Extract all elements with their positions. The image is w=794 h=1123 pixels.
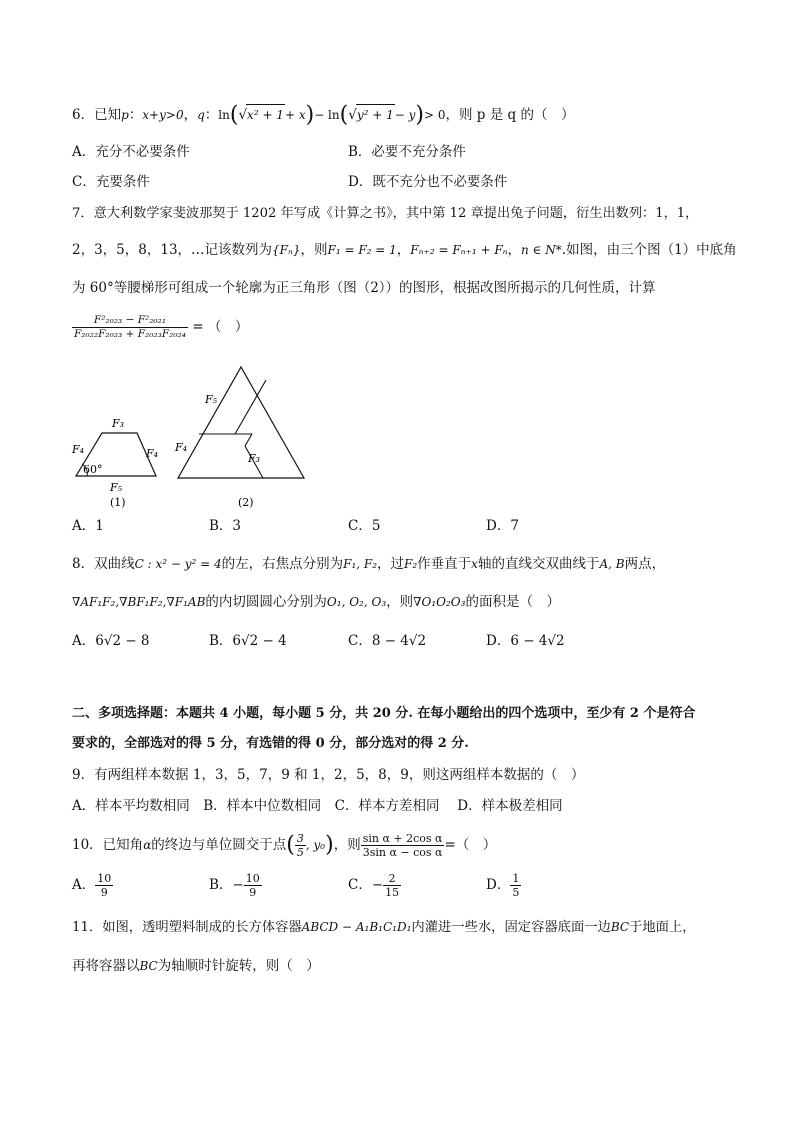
q8-equation: C : x² − y² = 4 bbox=[134, 557, 222, 571]
inner-line-upper bbox=[235, 380, 266, 434]
q7-seq: {Fₙ} bbox=[272, 243, 301, 257]
q10-a: 10．已知角 bbox=[72, 837, 144, 853]
fig1-label-f3: F₃ bbox=[112, 417, 125, 430]
q7-option-a[interactable]: A．1 bbox=[72, 518, 104, 534]
q10-option-c-label: C． bbox=[348, 877, 372, 893]
q7-figures bbox=[60, 360, 320, 515]
fig1-label-f4-left: F₄ bbox=[72, 443, 85, 456]
q6-radicand-x: x² + 1 bbox=[246, 104, 285, 125]
q8-line1-c: ，过 bbox=[377, 556, 405, 572]
q6-minus-y: − y bbox=[394, 108, 416, 122]
q6-ln2: − ln bbox=[314, 108, 340, 122]
q7-expression-tail: = （ ） bbox=[192, 319, 249, 335]
q11-bc-1: BC bbox=[610, 920, 630, 934]
q6-p: p bbox=[121, 108, 129, 122]
q7-line2-e: .如图，由三个图（1）中底角 bbox=[561, 242, 737, 258]
q7-option-d[interactable]: D．7 bbox=[486, 518, 519, 534]
q11-line2-b: 为轴顺时针旋转，则（ ） bbox=[157, 958, 320, 974]
q7-expression bbox=[72, 314, 248, 341]
q11-line1-a: 11．如图，透明塑料制成的长方体容器 bbox=[72, 920, 302, 935]
q8-ab: A, B bbox=[599, 557, 625, 571]
q10-option-d[interactable] bbox=[486, 872, 521, 899]
q10-alpha: α bbox=[143, 838, 152, 852]
q8-line2-c: 的面积是（ ） bbox=[465, 594, 560, 610]
inner-line-slant bbox=[245, 434, 252, 446]
q10-a-den: 9 bbox=[100, 886, 108, 899]
q10-c-sign: − bbox=[371, 877, 384, 893]
q10-option-c-frac bbox=[383, 872, 401, 899]
q8-line2-a: 的内切圆圆心分别为 bbox=[205, 594, 327, 610]
q8-x: x bbox=[471, 557, 478, 571]
fig1-label-f5: F₅ bbox=[110, 481, 123, 494]
q7-fraction-numerator: F²₂₀₂₃ − F²₂₀₂₁ bbox=[72, 314, 188, 328]
fig2-label-f5: F₅ bbox=[205, 393, 218, 406]
q10-point-y: , y₀ bbox=[305, 838, 326, 852]
q7-fraction bbox=[72, 314, 188, 341]
q10-option-d-frac bbox=[510, 872, 521, 899]
q11-line1-b: 内灌进一些水，固定容器底面一边 bbox=[411, 920, 611, 935]
q6-radicand-y: y² + 1 bbox=[356, 104, 395, 125]
q8-line1-a: 8．双曲线 bbox=[72, 556, 135, 572]
q10-option-a-label: A． bbox=[72, 877, 96, 893]
q6-gt-zero: > 0 bbox=[424, 108, 446, 122]
q8-option-c[interactable]: C．8 − 4√2 bbox=[348, 633, 427, 649]
q8-line1-b: 的左，右焦点分别为 bbox=[221, 556, 344, 572]
q8-line2 bbox=[72, 592, 560, 612]
q8-f2: F₂ bbox=[404, 557, 418, 571]
q10-stem: 10．已知角α的终边与单位圆交于点( $\frac{3}{5}$ , y₀)，则 $\frac{\text{sin α + 2cos α}}{\text{3sin α − cos α}}$ =（ ） bbox=[72, 832, 497, 859]
q6-option-d[interactable]: D．既不充分也不必要条件 bbox=[348, 174, 508, 190]
fig2-label-f3: F₃ bbox=[248, 452, 261, 465]
q10-option-d-label: D． bbox=[486, 877, 511, 893]
q7-init: F₁ = F₂ = 1 bbox=[327, 243, 397, 257]
q10-point-den: 5 bbox=[296, 846, 304, 859]
q10-d-den: 5 bbox=[512, 886, 520, 899]
q8-line1-e: 轴的直线交双曲线于 bbox=[477, 556, 600, 572]
q10-option-b-frac bbox=[244, 872, 262, 899]
q7-line2 bbox=[72, 240, 737, 260]
q7-line3: 为 60°等腰梯形可组成一个轮廓为正三角形（图（2））的图形，根据改图所揭示的几何性质，计算 bbox=[72, 280, 656, 296]
q11-bc-2: BC bbox=[139, 959, 158, 973]
q11-line1-c: 于地面上， bbox=[629, 920, 696, 935]
q8-line1-d: 作垂直于 bbox=[417, 556, 472, 572]
q6-prefix: 6．已知 bbox=[72, 107, 122, 123]
figure-2-triangle bbox=[174, 367, 304, 509]
q6-sep: ， bbox=[183, 107, 198, 123]
q6-option-a[interactable]: A．充分不必要条件 bbox=[72, 144, 190, 160]
q7-fraction-denominator: F₂₀₂₂F₂₀₂₃ + F₂₀₂₃F₂₀₂₄ bbox=[74, 328, 186, 340]
q6-option-c[interactable]: C．充要条件 bbox=[72, 174, 150, 190]
q10-fraction-den: 3sin α − cos α bbox=[362, 846, 443, 859]
q10-c-num: 2 bbox=[383, 872, 401, 886]
q10-option-b[interactable] bbox=[209, 872, 262, 899]
q10-c: ，则 bbox=[333, 837, 361, 853]
q10-d: =（ ） bbox=[444, 837, 497, 853]
q7-option-c[interactable]: C．5 bbox=[348, 518, 381, 534]
q6-suffix: ，则 p 是 q 的（ ） bbox=[445, 107, 575, 123]
q8-triangles: ∇AF₁F₂,∇BF₁F₂,∇F₁AB bbox=[72, 595, 206, 609]
q6-q: q bbox=[197, 108, 205, 122]
fig1-label-f4-right: F₄ bbox=[146, 447, 159, 460]
figure-2-caption: (2) bbox=[238, 496, 254, 509]
q6-plus-x: + x bbox=[284, 108, 306, 122]
q8-foci: F₁, F₂ bbox=[343, 557, 378, 571]
q9-options[interactable]: A．样本平均数相同 B．样本中位数相同 C．样本方差相同 D．样本极差相同 bbox=[72, 798, 563, 814]
q10-b-sign: − bbox=[232, 877, 244, 893]
figure-1-trapezoid bbox=[71, 417, 158, 509]
q8-line1-f: 两点， bbox=[624, 556, 666, 572]
q10-point-x bbox=[295, 832, 306, 859]
q11-line1 bbox=[72, 917, 696, 938]
q7-line2-c: ， bbox=[396, 242, 411, 258]
q10-option-a[interactable] bbox=[72, 872, 113, 899]
fig1-angle-label: 60° bbox=[83, 463, 103, 476]
q7-option-b[interactable]: B．3 bbox=[209, 518, 242, 534]
q10-point-num: 3 bbox=[296, 832, 304, 845]
q8-option-b[interactable]: B．6√2 − 4 bbox=[209, 633, 287, 649]
q10-b-num: 10 bbox=[245, 872, 260, 885]
q10-option-b-label: B． bbox=[209, 877, 233, 893]
fig2-label-f4: F₄ bbox=[175, 441, 188, 454]
q11-box: ABCD − A₁B₁C₁D₁ bbox=[301, 920, 412, 934]
q10-option-a-frac bbox=[95, 872, 113, 899]
q10-b-den: 9 bbox=[249, 886, 257, 899]
q10-b: 的终边与单位圆交于点 bbox=[151, 837, 287, 853]
q10-a-num: 10 bbox=[97, 872, 112, 885]
q11-line2 bbox=[72, 956, 320, 976]
q7-line2-b: ，则 bbox=[300, 242, 328, 258]
q6-ln1: ln bbox=[218, 108, 230, 122]
q8-line2-b: ，则 bbox=[386, 594, 414, 610]
q8-centers: O₁, O₂, O₃ bbox=[326, 595, 387, 609]
q6-p-condition: x+y>0 bbox=[142, 108, 184, 122]
q10-fraction-num: sin α + 2cos α bbox=[362, 832, 443, 845]
q8-line1 bbox=[72, 554, 665, 574]
q10-c-den: 15 bbox=[385, 886, 400, 899]
q11-line2-a: 再将容器以 bbox=[72, 958, 140, 974]
q9-stem: 9．有两组样本数据 1，3，5，7，9 和 1，2，5，8，9，则这两组样本数据的（ ） bbox=[72, 767, 585, 783]
section-2-heading-line1: 二、多项选择题：本题共 4 小题，每小题 5 分，共 20 分. 在每小题给出的四个选项中，至少有 2 个是符合 bbox=[72, 706, 696, 721]
q8-option-a[interactable]: A．6√2 − 8 bbox=[72, 633, 150, 649]
q6-stem: 6．已知p：x+y>0，q：ln(√x² + 1+ x)− ln(√y² + 1− y)> 0，则 p 是 q 的（ ） bbox=[72, 102, 575, 128]
q6-option-b[interactable]: B．必要不充分条件 bbox=[348, 144, 466, 160]
q8-target-triangle: ∇O₁O₂O₃ bbox=[413, 595, 466, 609]
q7-n-domain: n ∈ N* bbox=[521, 243, 562, 257]
section-2-heading-line2: 要求的，全部选对的得 5 分，有选错的得 0 分，部分选对的得 2 分. bbox=[72, 736, 469, 751]
q7-recurrence: Fₙ₊₂ = Fₙ₊₁ + Fₙ bbox=[410, 243, 508, 257]
q10-option-c[interactable] bbox=[348, 872, 401, 899]
figure-1-caption: (1) bbox=[110, 496, 126, 509]
q8-option-d[interactable]: D．6 − 4√2 bbox=[486, 633, 565, 649]
q10-d-num: 1 bbox=[512, 872, 520, 885]
q7-line1: 7．意大利数学家斐波那契于 1202 年写成《计算之书》，其中第 12 章提出兔子问题，衍生出数列：1，1， bbox=[72, 206, 699, 221]
q10-fraction bbox=[361, 832, 445, 859]
q7-line2-a: 2，3，5，8，13，…记该数列为 bbox=[72, 242, 273, 258]
q7-line2-d: ， bbox=[507, 242, 522, 258]
